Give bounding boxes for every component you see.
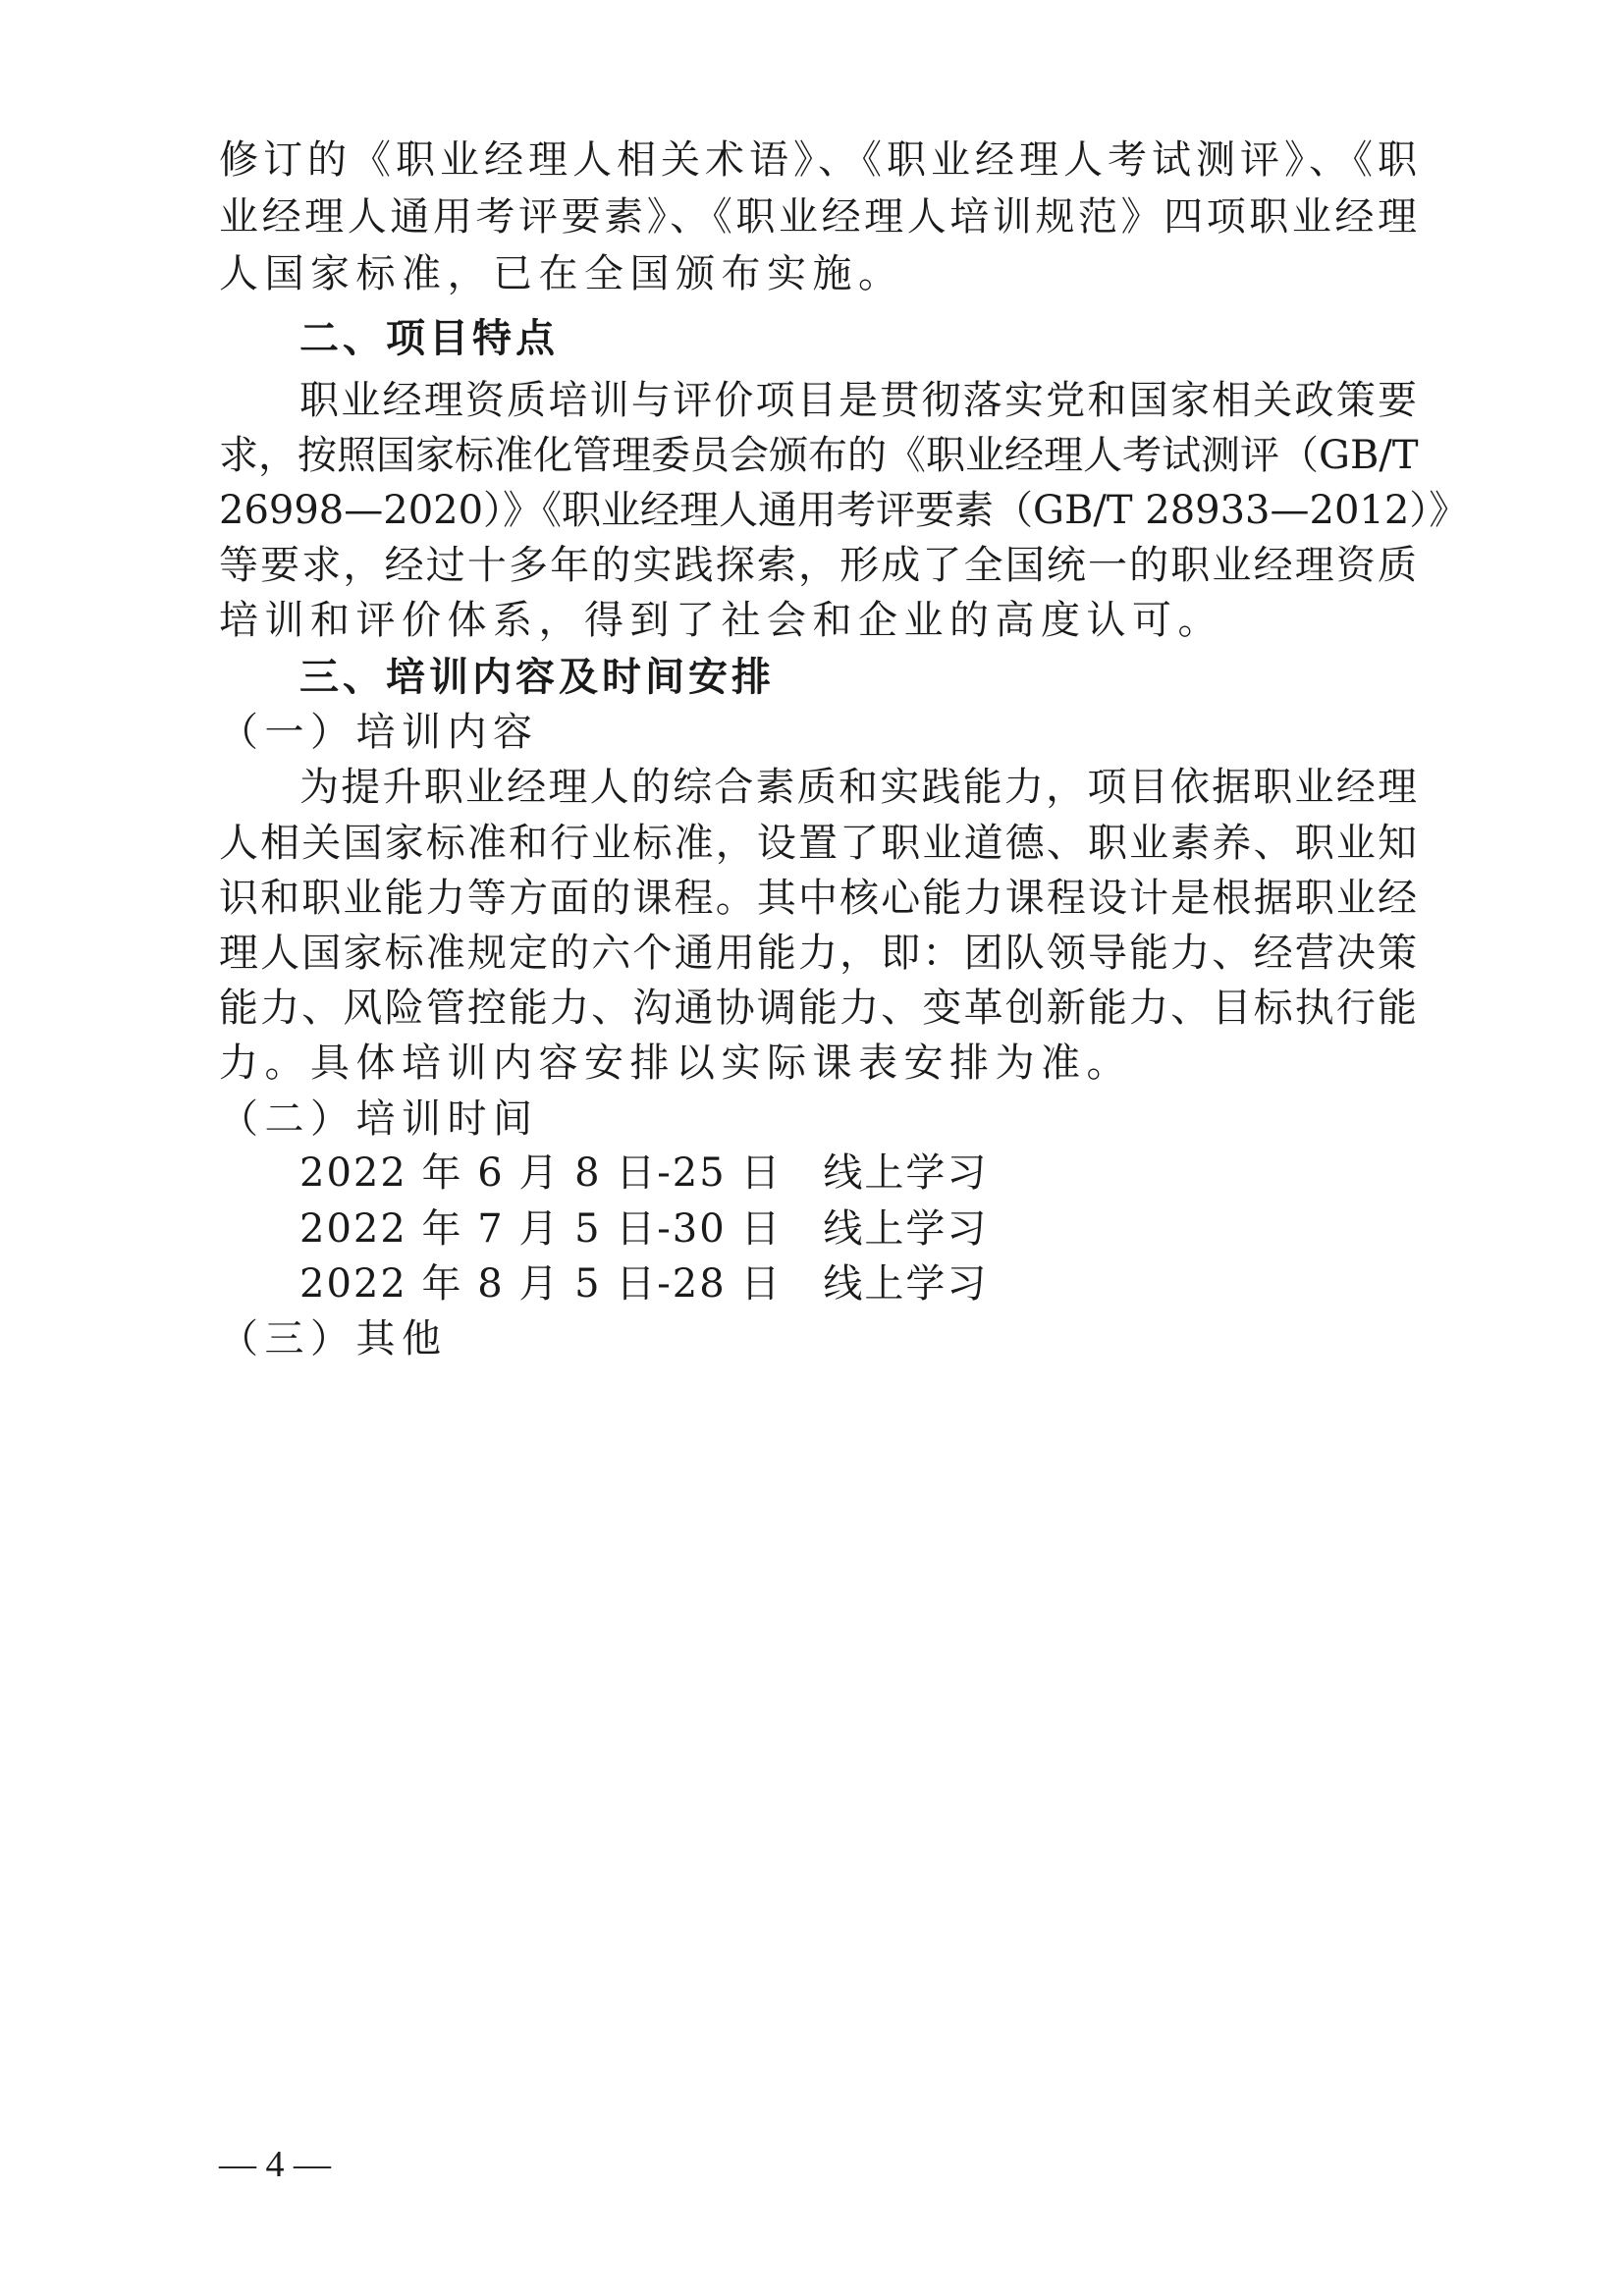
schedule-item: 2022 年 8 月 5 日-28 日 线上学习 [299,1261,989,1307]
paragraph-line: 等要求，经过十多年的实践探索，形成了全国统一的职业经理资质 [219,543,1417,588]
paragraph-line: 职业经理资质培训与评价项目是贯彻落实党和国家相关政策要 [299,378,1417,423]
paragraph-line: 能力、风险管控能力、沟通协调能力、变革创新能力、目标执行能 [219,986,1417,1031]
paragraph-line: 人国家标准，已在全国颁布实施。 [219,251,904,296]
paragraph-line: 人相关国家标准和行业标准，设置了职业道德、职业素养、职业知 [219,821,1417,866]
paragraph-line: 为提升职业经理人的综合素质和实践能力，项目依据职业经理 [299,765,1417,810]
paragraph-line: 识和职业能力等方面的课程。其中核心能力课程设计是根据职业经 [219,876,1417,921]
paragraph-line: 培训和评价体系，得到了社会和企业的高度认可。 [219,598,1223,643]
subsection-heading: （二）培训时间 [219,1096,539,1142]
section-heading: 三、培训内容及时间安排 [299,655,775,700]
subsection-heading: （三）其他 [219,1316,448,1362]
paragraph-line: 修订的《职业经理人相关术语》、《职业经理人考试测评》、《职 [219,137,1417,183]
paragraph-line: 26998—2020）》《职业经理人通用考评要素（GB/T 28933—2012）》 [219,488,1469,533]
section-heading: 二、项目特点 [299,316,559,361]
paragraph-line: 力。具体培训内容安排以实际课表安排为准。 [219,1041,1132,1086]
subsection-heading: （一）培训内容 [219,710,539,755]
paragraph-line: 业经理人通用考评要素》、《职业经理人培训规范》四项职业经理 [219,194,1417,240]
paragraph-line: 理人国家标准规定的六个通用能力，即：团队领导能力、经营决策 [219,931,1417,976]
paragraph-line: 求，按照国家标准化管理委员会颁布的《职业经理人考试测评（GB/T [219,433,1419,478]
page-number: — 4 — [219,2144,331,2185]
schedule-item: 2022 年 6 月 8 日-25 日 线上学习 [299,1150,989,1196]
schedule-item: 2022 年 7 月 5 日-30 日 线上学习 [299,1206,989,1252]
